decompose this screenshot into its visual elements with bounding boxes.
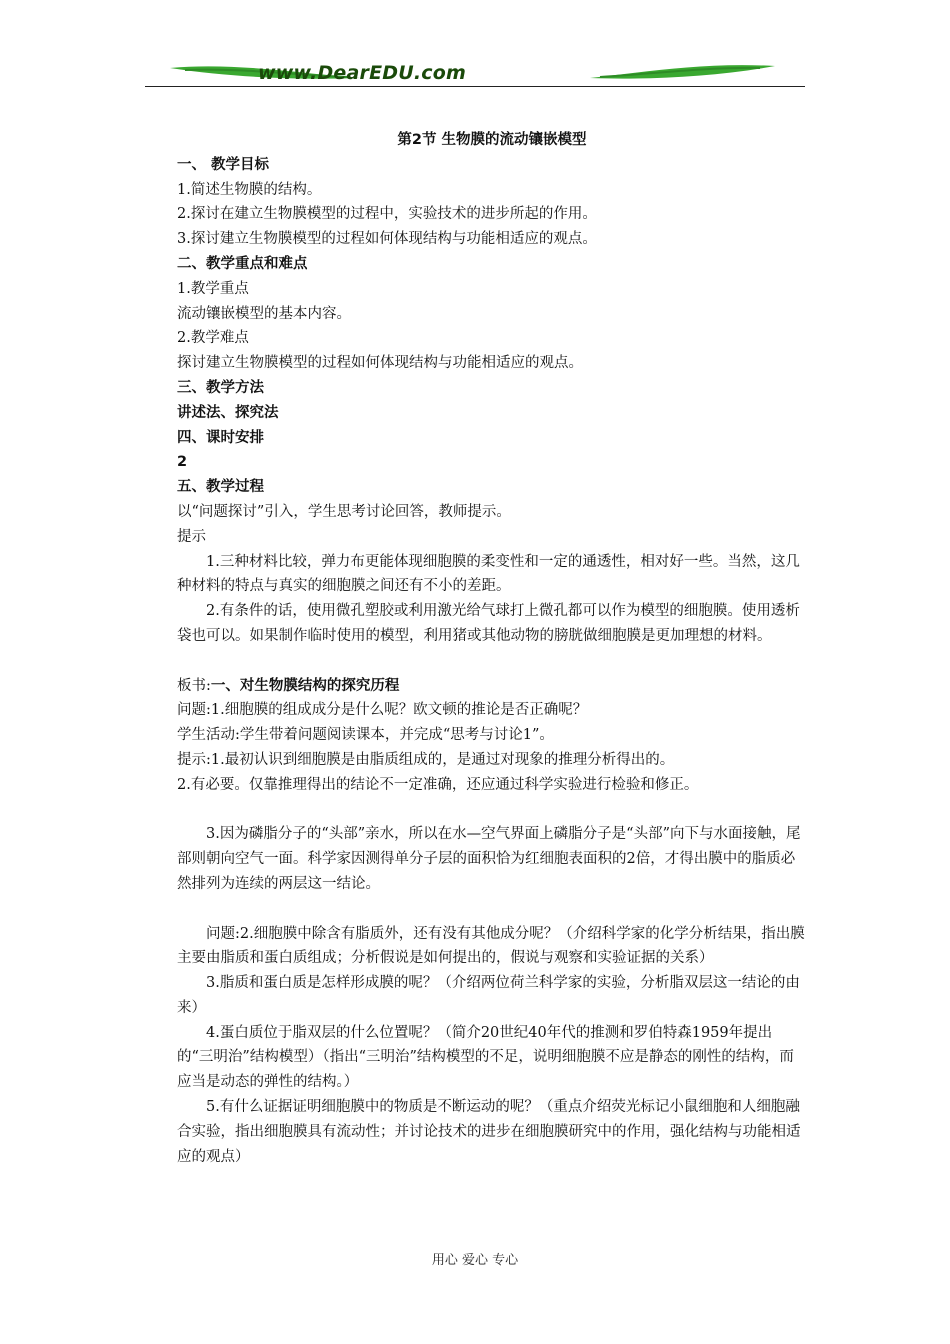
page-footer: 用心 爱心 专心	[431, 1253, 519, 1268]
question-paragraph: 4.蛋白质位于脂双层的什么位置呢？（简介20世纪40年代的推测和罗伯特森1959年提出的“三明治”结构模型）（指出“三明治”结构模型的不足，说明细胞膜不应是静态的刚性的结构，而应当是动态的弹性的结构。）	[177, 1024, 794, 1091]
site-brand: www.DearEDU.com	[257, 62, 467, 84]
key-point-label: 1.教学重点	[177, 280, 249, 297]
goal-item: 2.探讨在建立生物膜模型的过程中，实验技术的进步所起的作用。	[177, 206, 597, 223]
goal-item: 3.探讨建立生物膜模型的过程如何体现结构与功能相适应的观点。	[177, 231, 597, 248]
methods-text: 讲述法、探究法	[177, 404, 279, 421]
difficulty-text: 探讨建立生物膜模型的过程如何体现结构与功能相适应的观点。	[177, 355, 583, 372]
hint-paragraph: 1.三种材料比较，弹力布更能体现细胞膜的柔变性和一定的通透性，相对好一些。当然，这几种材料的特点与真实的细胞膜之间还有不小的差距。	[177, 553, 800, 595]
hint-label: 提示	[177, 528, 206, 545]
hint-paragraph: 2.有条件的话，使用微孔塑胶或利用激光给气球打上微孔都可以作为模型的细胞膜。使用透析袋也可以。如果制作临时使用的模型，利用猪或其他动物的膀胱做细胞膜是更加理想的材料。	[177, 603, 800, 644]
section-heading-process: 五、教学过程	[177, 479, 264, 496]
board-label: 板书:	[177, 677, 211, 694]
tip-paragraph: 2.有必要。仅靠推理得出的结论不一定准确，还应通过科学实验进行检验和修正。	[177, 776, 699, 793]
question-paragraph: 3.脂质和蛋白质是怎样形成膜的呢？（介绍两位荷兰科学家的实验，分析脂双层这一结论的由来）	[177, 975, 800, 1016]
student-activity: 学生活动:学生带着问题阅读课本，并完成“思考与讨论1”。	[177, 727, 554, 744]
section-heading-key-points: 二、教学重点和难点	[177, 255, 308, 272]
tip-paragraph: 3.因为磷脂分子的“头部”亲水，所以在水—空气界面上磷脂分子是“头部”向下与水面接触，尾部则朝向空气一面。科学家因测得单分子层的面积恰为红细胞表面积的2倍，才得出膜中的脂质必然排列为连续的两层这一结论。	[177, 826, 801, 892]
board-title: 一、对生物膜结构的探究历程	[210, 677, 400, 694]
question-paragraph: 问题:1.细胞膜的组成成分是什么呢？欧文顿的推论是否正确呢？	[177, 702, 588, 719]
schedule-hours: 2	[177, 454, 188, 471]
section-heading-schedule: 四、课时安排	[177, 429, 264, 446]
key-point-text: 流动镶嵌模型的基本内容。	[177, 305, 351, 322]
tip-paragraph: 提示:1.最初认识到细胞膜是由脂质组成的，是通过对现象的推理分析得出的。	[177, 751, 675, 768]
header-rule	[145, 86, 805, 87]
section-heading-methods: 三、教学方法	[177, 379, 264, 396]
goal-item: 1.简述生物膜的结构。	[177, 181, 322, 198]
question-paragraph: 问题:2.细胞膜中除含有脂质外，还有没有其他成分呢？（介绍科学家的化学分析结果，指出膜主要由脂质和蛋白质组成；分析假说是如何提出的，假说与观察和实验证据的关系）	[177, 925, 805, 967]
question-paragraph: 5.有什么证据证明细胞膜中的物质是不断运动的呢？（重点介绍荧光标记小鼠细胞和人细胞融合实验，指出细胞膜具有流动性；并讨论技术的进步在细胞膜研究中的作用，强化结构与功能相适应的观点）	[177, 1099, 801, 1165]
document-body	[177, 128, 807, 1169]
page-title: 第2节 生物膜的流动镶嵌模型	[397, 132, 587, 148]
process-intro: 以“问题探讨”引入，学生思考讨论回答，教师提示。	[177, 503, 511, 520]
section-heading-goals: 一、 教学目标	[177, 156, 270, 173]
difficulty-label: 2.教学难点	[177, 330, 249, 347]
board-heading	[177, 674, 807, 699]
